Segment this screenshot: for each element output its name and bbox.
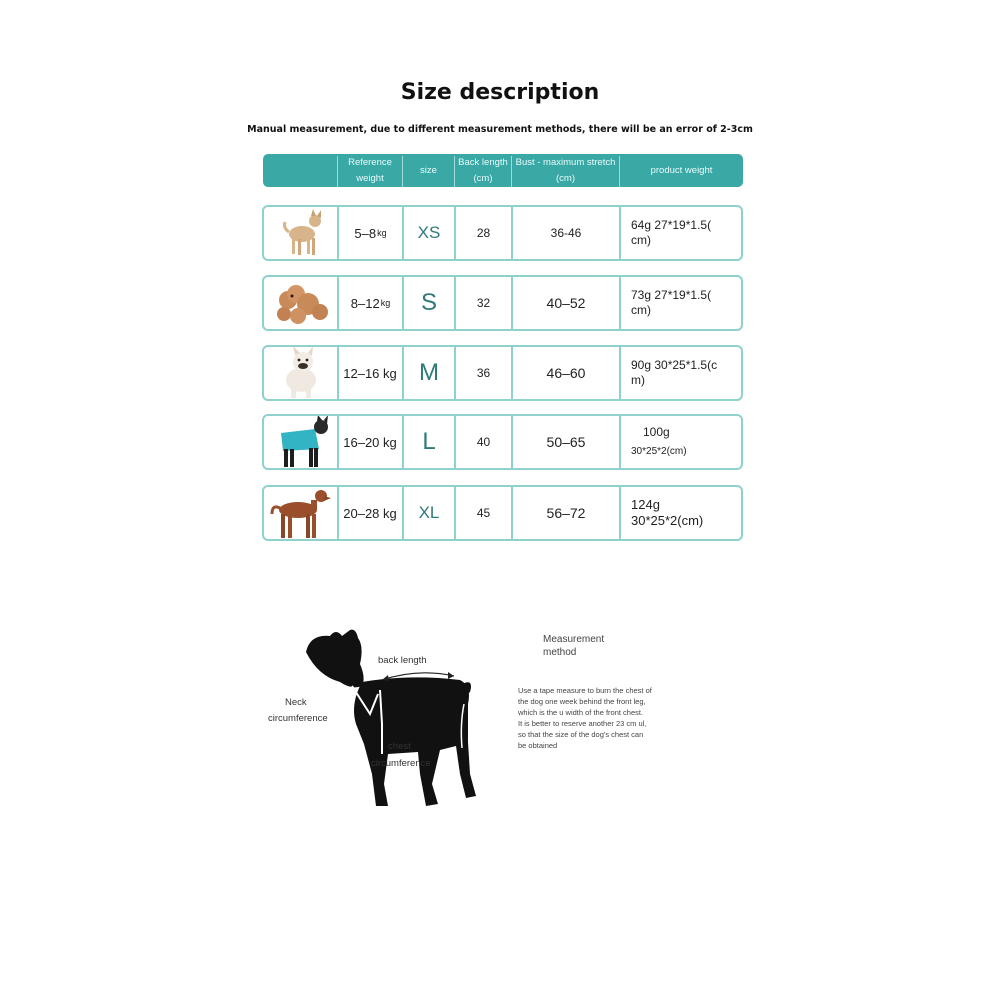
weight-unit: kg [380, 298, 391, 308]
dog-in-jacket-photo [264, 416, 337, 468]
chest-label-line1: chest [388, 741, 411, 752]
header-size: size [420, 164, 437, 176]
weight-value: 5–8 [354, 225, 377, 241]
bust-value: 50–65 [546, 434, 586, 450]
dog-measurement-diagram [300, 624, 490, 814]
header-bust: Bust - maximum stretch (cm) [515, 156, 616, 184]
large-brown-dog-photo [264, 487, 337, 539]
back-length-value: 28 [476, 226, 491, 240]
back-length-label: back length [378, 655, 427, 666]
table-row [262, 345, 743, 401]
page-subtitle: Manual measurement, due to different measurement methods, there will be an error of 2-3cm [247, 124, 753, 135]
back-length-value: 36 [476, 366, 491, 380]
header-product-weight: product weight [650, 164, 713, 176]
measurement-method-text [518, 685, 698, 751]
table-row [262, 205, 743, 261]
bust-value: 46–60 [546, 365, 586, 381]
back-length-value: 45 [476, 506, 491, 520]
header-back-length: Back length (cm) [458, 156, 508, 184]
table-row [262, 414, 743, 470]
chihuahua-photo [264, 207, 337, 259]
method-line: Use a tape measure to burn the chest of [518, 686, 652, 695]
size-label: S [420, 289, 437, 316]
product-weight-value: 124g 30*25*2(cm) [631, 497, 704, 528]
back-length-value: 40 [476, 435, 491, 449]
method-line: so that the size of the dog's chest can [518, 730, 644, 739]
bust-value: 40–52 [546, 295, 586, 311]
size-label: L [422, 428, 436, 455]
method-line: the dog one week behind the front leg, [518, 697, 646, 706]
weight-value: 16–20 kg [343, 434, 397, 450]
table-header [263, 154, 743, 187]
bust-value: 36-46 [550, 226, 582, 240]
method-line: be obtained [518, 741, 558, 750]
poodle-photo [264, 277, 337, 329]
product-weight-value: 90g 30*25*1.5(c m) [631, 358, 718, 387]
size-label: XL [418, 503, 440, 522]
product-weight-value: 64g 27*19*1.5( cm) [631, 218, 712, 247]
size-label: M [419, 359, 439, 386]
weight-unit: kg [377, 228, 387, 238]
table-row [262, 275, 743, 331]
table-row [262, 485, 743, 541]
product-weight-value: 73g 27*19*1.5( cm) [631, 288, 712, 317]
weight-value: 20–28 kg [343, 505, 397, 521]
header-reference-weight: Reference weight [348, 156, 392, 184]
neck-label-line1: Neck [285, 697, 307, 708]
weight-value: 12–16 kg [343, 365, 397, 381]
french-bulldog-photo [264, 347, 337, 399]
measurement-method-title: Measurement method [543, 634, 605, 658]
back-length-value: 32 [476, 296, 491, 310]
neck-label-line2: circumference [268, 713, 328, 724]
chest-label-line2: circumference [371, 758, 431, 769]
weight-value: 8–12 [350, 295, 380, 311]
bust-value: 56–72 [546, 505, 586, 521]
method-line: It is better to reserve another 23 cm ul, [518, 719, 647, 728]
size-label: XS [417, 223, 441, 242]
product-weight-value: 100g 30*25*2(cm) [631, 425, 687, 457]
page-title: Size description [400, 80, 600, 105]
method-line: which is the u width of the front chest. [518, 708, 644, 717]
